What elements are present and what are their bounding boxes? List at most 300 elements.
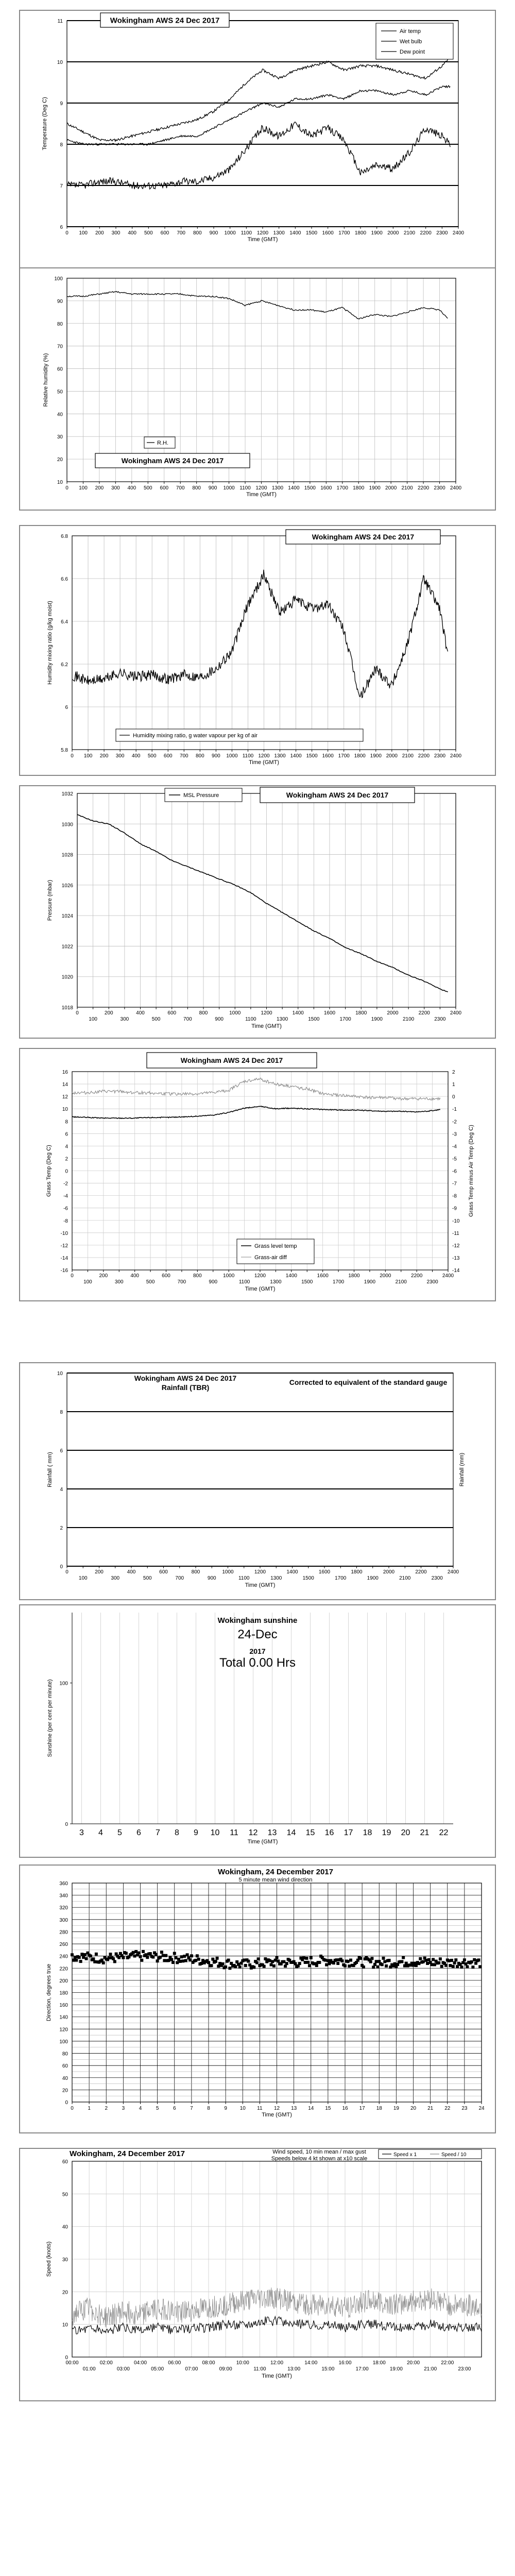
- chart-frame-1: [20, 268, 495, 510]
- chart-title-5: Wokingham AWS 24 Dec 2017: [134, 1374, 237, 1382]
- y-tick-label-1-8: 90: [57, 298, 63, 304]
- x-tick-label-5-7: 700: [175, 1575, 184, 1581]
- x-axis-title-8: Time (GMT): [262, 2373, 292, 2379]
- y-tick-label-1-6: 70: [57, 344, 63, 350]
- x-tick-label-0-22: 2200: [420, 230, 432, 236]
- x-tick-label-2-22: 2200: [418, 753, 430, 759]
- x-tick-label-1-0: 0: [65, 485, 68, 491]
- wind-dir-point: [89, 1955, 92, 1958]
- wind-dir-point: [82, 1956, 85, 1959]
- x-tick-label-2-8: 800: [195, 753, 204, 759]
- wind-dir-point: [160, 1951, 163, 1954]
- x-axis-title-3: Time (GMT): [251, 1023, 282, 1029]
- x-axis-title-5: Time (GMT): [245, 1582, 276, 1588]
- wind-dir-point: [71, 1953, 74, 1956]
- wind-dir-point: [140, 1959, 143, 1962]
- wind-dir-point: [268, 1959, 271, 1962]
- y-tick-label-right-4-2: -12: [452, 1243, 460, 1249]
- wind-dir-point: [369, 1960, 372, 1963]
- chart-frame-7: [20, 1865, 495, 2133]
- legend-label-0-1: Wet bulb: [400, 39, 422, 45]
- y-tick-label-right-4-11: -3: [452, 1131, 457, 1138]
- wind-dir-point: [376, 1965, 380, 1969]
- y-tick-label-3-7: 1032: [61, 791, 73, 797]
- x-tick-label-0-5: 500: [144, 230, 153, 236]
- chart-title-4: Wokingham AWS 24 Dec 2017: [180, 1056, 283, 1064]
- x-tick-label-4-5: 500: [146, 1279, 155, 1285]
- wind-dir-point: [179, 1960, 182, 1963]
- x-tick-label-bottom-8-8: 17:00: [355, 2366, 369, 2372]
- wind-dir-point: [122, 1956, 125, 1959]
- x-tick-label-0-24: 2400: [452, 230, 465, 236]
- wind-dir-point: [227, 1959, 230, 1962]
- x-tick-label-top-8-1: 02:00: [99, 2360, 113, 2366]
- y-tick-label-4-7: -2: [63, 1181, 68, 1187]
- x-tick-label-6-3: 6: [136, 1828, 141, 1837]
- x-tick-label-5-18: 1800: [351, 1569, 363, 1575]
- wind-dir-point: [419, 1957, 422, 1960]
- x-tick-label-2-16: 1600: [322, 753, 334, 759]
- x-tick-label-4-11: 1100: [238, 1279, 250, 1285]
- x-tick-label-7-9: 9: [224, 2106, 227, 2111]
- y-tick-label-3-1: 1020: [61, 974, 73, 980]
- x-tick-label-1-11: 1100: [239, 485, 251, 491]
- wind-dir-point: [277, 1960, 280, 1963]
- y-axis-title-right-5: Rainfall (mm): [459, 1452, 465, 1487]
- wind-dir-point: [388, 1959, 391, 1962]
- y-tick-label-7-11: 220: [59, 1966, 68, 1972]
- wind-dir-point: [344, 1964, 347, 1968]
- y-tick-label-5-1: 2: [60, 1526, 63, 1531]
- wind-dir-point: [437, 1961, 440, 1964]
- x-tick-label-6-15: 18: [363, 1828, 372, 1837]
- x-tick-label-3-4: 400: [136, 1010, 145, 1016]
- y-axis-title-5: Rainfall ( mm): [47, 1452, 53, 1487]
- wind-dir-point: [181, 1959, 184, 1962]
- wind-dir-point: [244, 1964, 247, 1967]
- x-tick-label-5-17: 1700: [335, 1575, 347, 1581]
- x-tick-label-3-8: 800: [199, 1010, 208, 1016]
- x-tick-label-0-19: 1900: [371, 230, 383, 236]
- wind-dir-point: [83, 1953, 87, 1956]
- x-tick-label-2-9: 900: [212, 753, 220, 759]
- wind-dir-point: [74, 1956, 77, 1959]
- x-tick-label-0-0: 0: [65, 230, 68, 236]
- wind-dir-point: [171, 1961, 175, 1964]
- wind-dir-point: [430, 1963, 433, 1966]
- wind-dir-point: [341, 1959, 344, 1962]
- y-axis-title-4: Grass Temp (Deg C): [46, 1145, 52, 1197]
- wind-dir-point: [473, 1958, 476, 1961]
- y-tick-label-right-4-13: -1: [452, 1107, 457, 1113]
- x-tick-label-2-10: 1000: [226, 753, 238, 759]
- x-tick-label-5-24: 2400: [447, 1569, 459, 1575]
- chart-subtitle-7: 5 minute mean wind direction: [238, 1877, 313, 1883]
- x-tick-label-6-12: 15: [305, 1828, 315, 1837]
- y-tick-label-7-13: 260: [59, 1942, 68, 1948]
- legend-label-8-1: Speed / 10: [441, 2152, 467, 2158]
- x-tick-label-bottom-8-7: 15:00: [321, 2366, 335, 2372]
- x-tick-label-6-4: 7: [156, 1828, 160, 1837]
- wind-dir-point: [78, 1956, 81, 1959]
- y-tick-label-7-3: 60: [62, 2063, 68, 2070]
- x-tick-label-1-13: 1300: [271, 485, 284, 491]
- x-tick-label-7-21: 21: [427, 2106, 434, 2111]
- wind-dir-point: [381, 1963, 384, 1966]
- wind-dir-point: [356, 1959, 359, 1962]
- wind-dir-point: [424, 1959, 427, 1962]
- x-axis-title-1: Time (GMT): [246, 492, 277, 498]
- y-tick-label-7-18: 360: [59, 1881, 68, 1887]
- y-tick-label-1-4: 50: [57, 389, 63, 395]
- x-tick-label-6-1: 4: [98, 1828, 103, 1837]
- y-tick-label-5-3: 6: [60, 1448, 63, 1454]
- x-tick-label-3-9: 900: [215, 1016, 224, 1022]
- x-tick-label-1-10: 1000: [223, 485, 235, 491]
- wind-dir-point: [318, 1961, 321, 1964]
- wind-dir-point: [347, 1960, 350, 1963]
- y-tick-label-7-0: 0: [65, 2100, 68, 2106]
- wind-dir-point: [433, 1963, 436, 1966]
- x-tick-label-bottom-8-10: 21:00: [424, 2366, 437, 2372]
- y-tick-label-3-3: 1024: [61, 913, 73, 920]
- x-tick-label-0-18: 1800: [354, 230, 367, 236]
- y-tick-label-right-4-7: -7: [452, 1181, 457, 1187]
- x-tick-label-1-3: 300: [111, 485, 120, 491]
- x-tick-label-1-2: 200: [95, 485, 104, 491]
- x-tick-label-6-18: 21: [420, 1828, 430, 1837]
- x-tick-label-5-15: 1500: [302, 1575, 314, 1581]
- x-tick-label-7-24: 24: [478, 2106, 485, 2111]
- wind-dir-point: [170, 1958, 173, 1961]
- y-tick-label-7-14: 280: [59, 1929, 68, 1936]
- y-tick-label-1-5: 60: [57, 366, 63, 372]
- y-tick-label-6-0: 0: [65, 1822, 68, 1827]
- y-axis-title-1: Relative humidity (%): [43, 353, 49, 407]
- x-tick-label-2-3: 300: [115, 753, 125, 759]
- legend-label-4-0: Grass level temp: [254, 1243, 297, 1249]
- wind-dir-point: [194, 1959, 197, 1962]
- x-tick-label-4-16: 1600: [317, 1273, 329, 1279]
- wind-dir-point: [385, 1964, 388, 1968]
- wind-dir-point: [415, 1964, 418, 1967]
- x-tick-label-0-10: 1000: [224, 230, 236, 236]
- x-tick-label-5-19: 1900: [367, 1575, 379, 1581]
- wind-dir-point: [370, 1957, 373, 1960]
- x-tick-label-5-5: 500: [143, 1575, 152, 1581]
- y-axis-title-6: Sunshine (per cent per minute): [47, 1679, 53, 1757]
- y-axis-title-right-4: Grass Temp minus Air Temp (Deg C): [468, 1125, 474, 1217]
- x-tick-label-0-12: 1200: [256, 230, 269, 236]
- wind-dir-point: [454, 1958, 457, 1961]
- x-tick-label-top-8-2: 04:00: [133, 2360, 147, 2366]
- y-tick-label-1-0: 10: [57, 480, 63, 485]
- chart-total-6: Total 0.00 Hrs: [219, 1656, 296, 1670]
- x-tick-label-0-1: 100: [79, 230, 88, 236]
- x-tick-label-bottom-8-5: 11:00: [253, 2366, 266, 2372]
- y-tick-label-right-4-15: 1: [452, 1082, 455, 1088]
- wind-dir-point: [92, 1957, 95, 1960]
- y-axis-title-2: Humidity mixing ratio (g/kg moist): [47, 601, 53, 685]
- wind-dir-point: [200, 1962, 203, 1965]
- y-tick-label-8-0: 0: [65, 2355, 68, 2361]
- x-tick-label-3-22: 2200: [418, 1010, 430, 1016]
- x-tick-label-7-13: 13: [291, 2106, 297, 2111]
- x-tick-label-5-8: 800: [191, 1569, 200, 1575]
- chart-title-8: Wokingham, 24 December 2017: [70, 2149, 185, 2158]
- y-axis-title-3: Pressure (mbar): [47, 879, 53, 921]
- y-tick-label-4-15: 14: [62, 1082, 68, 1088]
- x-tick-label-1-18: 1800: [353, 485, 365, 491]
- y-tick-label-right-4-3: -11: [452, 1230, 459, 1236]
- y-tick-label-8-4: 40: [62, 2224, 68, 2230]
- x-tick-label-3-1: 100: [89, 1016, 97, 1022]
- x-tick-label-2-2: 200: [99, 753, 109, 759]
- x-tick-label-4-21: 2100: [395, 1279, 407, 1285]
- wind-dir-point: [210, 1964, 213, 1967]
- x-tick-label-5-2: 200: [95, 1569, 104, 1575]
- y-tick-label-4-10: 4: [65, 1144, 68, 1150]
- x-tick-label-bottom-8-9: 19:00: [389, 2366, 403, 2372]
- y-tick-label-5-4: 8: [60, 1410, 63, 1415]
- y-tick-label-5-5: 10: [57, 1371, 63, 1377]
- x-tick-label-0-23: 2300: [436, 230, 448, 236]
- wind-dir-point: [173, 1952, 176, 1955]
- x-tick-label-6-19: 22: [439, 1828, 449, 1837]
- x-tick-label-5-11: 1100: [238, 1575, 250, 1581]
- wind-dir-point: [373, 1963, 376, 1966]
- x-tick-label-2-1: 100: [83, 753, 93, 759]
- wind-dir-point: [133, 1955, 136, 1958]
- y-tick-label-3-4: 1026: [61, 883, 73, 889]
- wind-dir-point: [427, 1958, 431, 1961]
- chart-title-6: Wokingham sunshine: [217, 1616, 298, 1625]
- wind-dir-point: [217, 1964, 220, 1968]
- wind-dir-point: [214, 1960, 217, 1963]
- wind-dir-point: [459, 1963, 462, 1966]
- x-tick-label-0-14: 1400: [289, 230, 301, 236]
- x-tick-label-1-1: 100: [79, 485, 88, 491]
- x-tick-label-7-7: 7: [190, 2106, 193, 2111]
- y-tick-label-7-17: 340: [59, 1893, 68, 1899]
- x-tick-label-3-10: 1000: [229, 1010, 241, 1016]
- wind-dir-point: [108, 1956, 111, 1959]
- wind-dir-point: [197, 1958, 200, 1961]
- y-tick-label-4-2: -12: [60, 1243, 68, 1249]
- y-tick-label-right-4-4: -10: [452, 1218, 460, 1224]
- wind-dir-point: [176, 1961, 179, 1964]
- legend-label-3-0: MSL Pressure: [183, 792, 219, 799]
- wind-dir-point: [164, 1954, 167, 1957]
- x-tick-label-5-12: 1200: [254, 1569, 266, 1575]
- x-tick-label-7-20: 20: [410, 2106, 417, 2111]
- x-tick-label-1-8: 800: [192, 485, 201, 491]
- wind-dir-point: [461, 1961, 465, 1964]
- wind-dir-point: [418, 1962, 421, 1965]
- wind-dir-point: [109, 1953, 112, 1956]
- wind-dir-point: [453, 1961, 456, 1964]
- wind-dir-point: [282, 1960, 285, 1963]
- y-tick-label-2-2: 6.2: [61, 662, 68, 668]
- y-tick-label-4-16: 16: [62, 1070, 68, 1075]
- x-tick-label-3-14: 1400: [292, 1010, 304, 1016]
- wind-dir-point: [400, 1960, 403, 1963]
- wind-dir-point: [248, 1963, 251, 1967]
- y-tick-label-7-5: 100: [59, 2039, 68, 2045]
- y-tick-label-0-2: 8: [60, 142, 63, 148]
- x-tick-label-3-6: 600: [167, 1010, 177, 1016]
- x-tick-label-7-23: 23: [461, 2106, 468, 2111]
- x-tick-label-bottom-8-6: 13:00: [287, 2366, 301, 2372]
- legend-label-1-0: R.H.: [157, 440, 168, 446]
- legend-label-0-0: Air temp: [400, 28, 421, 35]
- wind-dir-point: [402, 1956, 405, 1959]
- x-tick-label-0-11: 1100: [241, 230, 252, 236]
- y-axis-title-7: Direction, degrees true: [46, 1963, 52, 2022]
- wind-dir-point: [315, 1964, 318, 1967]
- y-tick-label-3-0: 1018: [61, 1005, 73, 1011]
- x-tick-label-4-0: 0: [71, 1273, 74, 1279]
- x-tick-label-4-18: 1800: [348, 1273, 360, 1279]
- wind-dir-point: [304, 1961, 307, 1964]
- x-tick-label-top-8-7: 14:00: [304, 2360, 318, 2366]
- x-tick-label-3-5: 500: [151, 1016, 161, 1022]
- x-tick-label-0-8: 800: [193, 230, 202, 236]
- y-tick-label-right-4-5: -9: [452, 1206, 457, 1212]
- wind-dir-point: [102, 1961, 105, 1964]
- wind-dir-point: [465, 1962, 468, 1965]
- y-tick-label-right-4-6: -8: [452, 1193, 457, 1199]
- x-tick-label-top-8-11: 22:00: [441, 2360, 454, 2366]
- x-tick-label-0-13: 1300: [273, 230, 285, 236]
- y-tick-label-1-1: 20: [57, 457, 63, 463]
- wind-dir-point: [285, 1962, 288, 1965]
- y-tick-label-right-4-10: -4: [452, 1144, 457, 1150]
- x-tick-label-6-13: 16: [324, 1828, 334, 1837]
- wind-dir-point: [234, 1965, 237, 1968]
- x-tick-label-top-8-6: 12:00: [270, 2360, 284, 2366]
- x-tick-label-6-0: 3: [79, 1828, 84, 1837]
- y-tick-label-7-9: 180: [59, 1990, 68, 1996]
- x-tick-label-7-3: 3: [122, 2106, 125, 2111]
- wind-dir-point: [382, 1957, 385, 1960]
- x-tick-label-3-21: 2100: [403, 1016, 415, 1022]
- x-tick-label-5-10: 1000: [222, 1569, 234, 1575]
- x-tick-label-2-4: 400: [131, 753, 141, 759]
- wind-dir-point: [196, 1954, 199, 1957]
- chart-subtitle-8: Wind speed, 10 min mean / max gust: [272, 2149, 366, 2155]
- x-tick-label-6-17: 20: [401, 1828, 410, 1837]
- y-tick-label-0-4: 10: [57, 60, 63, 65]
- x-tick-label-1-7: 700: [176, 485, 185, 491]
- x-tick-label-0-6: 600: [160, 230, 169, 236]
- y-tick-label-4-1: -14: [60, 1255, 68, 1261]
- x-axis-title-4: Time (GMT): [245, 1286, 276, 1292]
- x-tick-label-bottom-8-1: 03:00: [116, 2366, 130, 2372]
- y-tick-label-5-2: 4: [60, 1487, 63, 1493]
- wind-dir-point: [95, 1953, 98, 1956]
- y-tick-label-right-4-8: -6: [452, 1168, 457, 1175]
- legend-label-8-0: Speed x 1: [393, 2152, 417, 2158]
- x-tick-label-7-15: 15: [325, 2106, 331, 2111]
- x-tick-label-1-9: 900: [208, 485, 217, 491]
- x-tick-label-7-14: 14: [308, 2106, 314, 2111]
- chart-title-7: Wokingham, 24 December 2017: [218, 1868, 333, 1876]
- y-tick-label-0-1: 7: [60, 183, 63, 189]
- x-tick-label-7-5: 5: [156, 2106, 159, 2111]
- y-axis-title-8: Speed (knots): [46, 2241, 52, 2277]
- y-tick-label-1-7: 80: [57, 321, 63, 327]
- wind-dir-point: [255, 1961, 259, 1964]
- wind-dir-point: [456, 1965, 459, 1968]
- wind-dir-point: [294, 1962, 297, 1965]
- x-tick-label-1-14: 1400: [288, 485, 300, 491]
- x-tick-label-1-19: 1900: [369, 485, 381, 491]
- x-tick-label-4-8: 800: [193, 1273, 202, 1279]
- x-tick-label-3-13: 1300: [277, 1016, 288, 1022]
- wind-dir-point: [163, 1959, 166, 1962]
- x-tick-label-6-7: 10: [210, 1828, 220, 1837]
- wind-dir-point: [471, 1965, 474, 1969]
- x-tick-label-7-16: 16: [342, 2106, 348, 2111]
- x-axis-title-0: Time (GMT): [247, 236, 278, 243]
- y-tick-label-7-10: 200: [59, 1978, 68, 1984]
- y-tick-label-3-2: 1022: [61, 944, 73, 950]
- y-tick-label-7-7: 140: [59, 2014, 68, 2021]
- x-tick-label-4-22: 2200: [411, 1273, 423, 1279]
- x-tick-label-5-1: 100: [78, 1575, 88, 1581]
- wind-dir-point: [75, 1959, 78, 1962]
- x-tick-label-7-11: 11: [257, 2106, 263, 2111]
- x-tick-label-5-0: 0: [65, 1569, 68, 1575]
- x-tick-label-0-16: 1600: [322, 230, 334, 236]
- wind-dir-point: [439, 1957, 442, 1960]
- wind-dir-point: [188, 1958, 192, 1961]
- wind-dir-point: [426, 1962, 429, 1965]
- chart-date-6: 24-Dec: [237, 1628, 278, 1641]
- y-tick-label-8-2: 20: [62, 2290, 68, 2296]
- wind-dir-point: [224, 1965, 227, 1969]
- x-tick-label-4-3: 300: [114, 1279, 124, 1285]
- y-tick-label-right-4-14: 0: [452, 1094, 455, 1100]
- wind-dir-point: [113, 1960, 116, 1963]
- wind-dir-point: [383, 1960, 386, 1963]
- wind-dir-point: [372, 1965, 375, 1969]
- x-tick-label-top-8-9: 18:00: [372, 2360, 386, 2366]
- wind-dir-point: [159, 1956, 162, 1959]
- wind-dir-point: [138, 1952, 141, 1955]
- y-tick-label-4-6: -4: [63, 1193, 68, 1199]
- y-tick-label-4-12: 8: [65, 1119, 68, 1125]
- x-tick-label-1-12: 1200: [255, 485, 267, 491]
- wind-dir-point: [263, 1965, 266, 1968]
- y-tick-label-2-4: 6.6: [61, 577, 68, 582]
- y-tick-label-7-2: 40: [62, 2075, 68, 2081]
- x-tick-label-7-12: 12: [273, 2106, 280, 2111]
- wind-dir-point: [257, 1957, 260, 1960]
- wind-dir-point: [162, 1954, 165, 1957]
- x-tick-label-3-23: 2300: [434, 1016, 446, 1022]
- x-tick-label-1-20: 2000: [385, 485, 397, 491]
- y-tick-label-2-5: 6.8: [61, 534, 68, 539]
- x-tick-label-7-19: 19: [393, 2106, 399, 2111]
- wind-dir-point: [216, 1957, 219, 1960]
- x-axis-title-2: Time (GMT): [249, 759, 279, 766]
- wind-dir-point: [85, 1957, 88, 1960]
- wind-dir-point: [175, 1956, 178, 1959]
- y-tick-label-7-16: 320: [59, 1905, 68, 1911]
- wind-dir-point: [125, 1952, 128, 1955]
